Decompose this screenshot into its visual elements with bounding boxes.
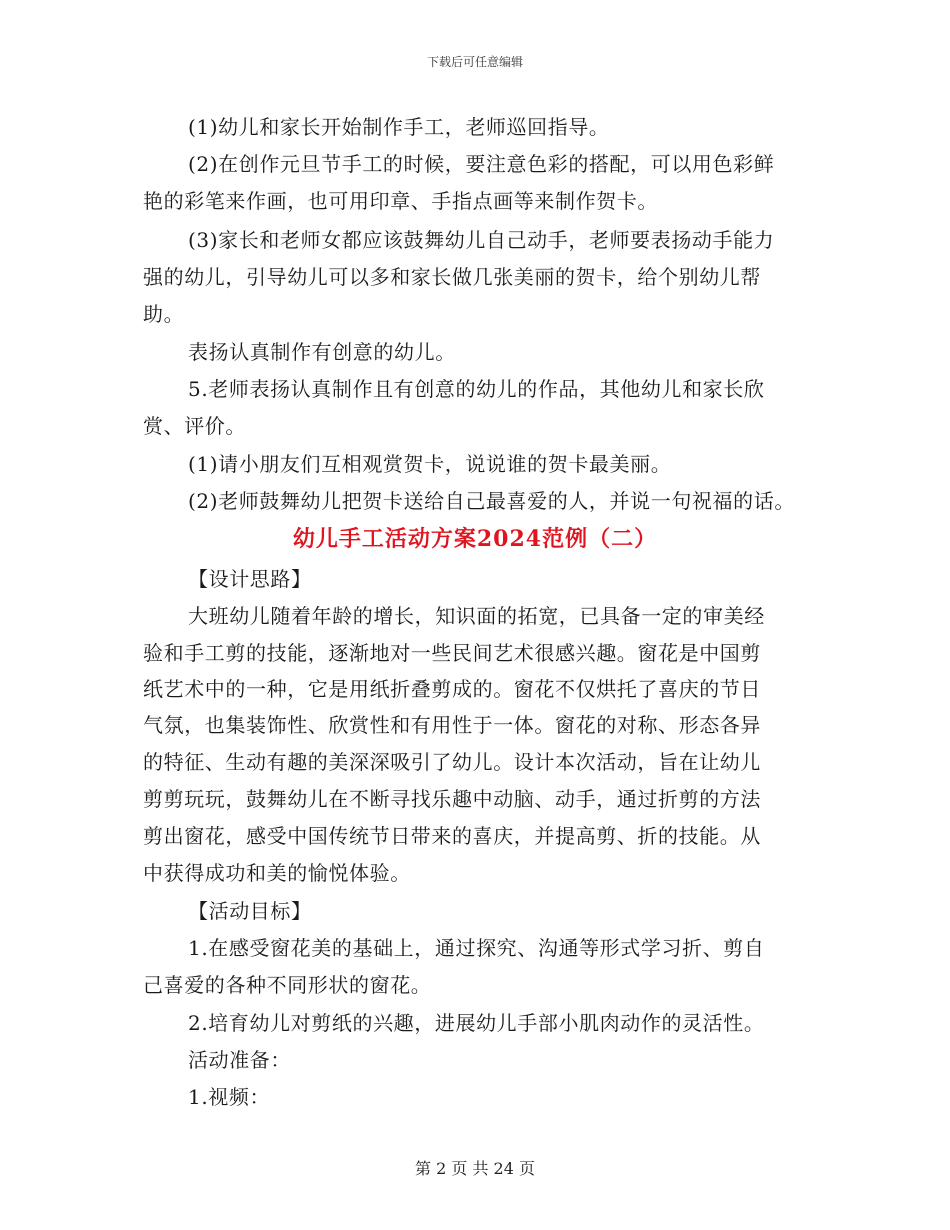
paragraph-line: (2)老师鼓舞幼儿把贺卡送给自己最喜爱的人，并说一句祝福的话。 xyxy=(188,489,795,513)
paragraph-line: 中获得成功和美的愉悦体验。 xyxy=(143,861,411,885)
paragraph-line: 强的幼儿，引导幼儿可以多和家长做几张美丽的贺卡，给个别幼儿帮 xyxy=(143,265,761,289)
paragraph-line: 验和手工剪的技能，逐渐地对一些民间艺术很感兴趣。窗花是中国剪 xyxy=(143,641,761,665)
paragraph-line: 剪出窗花，感受中国传统节日带来的喜庆，并提高剪、折的技能。从 xyxy=(143,824,761,848)
paragraph-line: 纸艺术中的一种，它是用纸折叠剪成的。窗花不仅烘托了喜庆的节日 xyxy=(143,677,761,701)
paragraph-line: (1)幼儿和家长开始制作手工，老师巡回指导。 xyxy=(188,115,610,139)
paragraph-line: 活动准备： xyxy=(188,1048,291,1072)
page-number-footer: 第 2 页 共 24 页 xyxy=(415,1159,535,1178)
paragraph-line: 2.培育幼儿对剪纸的兴趣，进展幼儿手部小肌肉动作的灵活性。 xyxy=(188,1011,765,1035)
paragraph-line: 艳的彩笔来作画，也可用印章、手指点画等来制作贺卡。 xyxy=(143,189,658,213)
paragraph-line: (2)在创作元旦节手工的时候，要注意色彩的搭配，可以用色彩鲜 xyxy=(188,152,775,176)
paragraph-line: (1)请小朋友们互相观赏贺卡，说说谁的贺卡最美丽。 xyxy=(188,452,672,476)
paragraph-line: 己喜爱的各种不同形状的窗花。 xyxy=(143,973,432,997)
paragraph-line: 1.在感受窗花美的基础上，通过探究、沟通等形式学习折、剪自 xyxy=(188,936,765,960)
paragraph-line: 的特征、生动有趣的美深深吸引了幼儿。设计本次活动，旨在让幼儿 xyxy=(143,750,761,774)
paragraph-line: 5.老师表扬认真制作且有创意的幼儿的作品，其他幼儿和家长欣 xyxy=(188,377,765,401)
paragraph-line: 赏、评价。 xyxy=(143,414,246,438)
paragraph-line: 1.视频： xyxy=(188,1085,271,1109)
section-heading: 【设计思路】 xyxy=(188,567,312,591)
paragraph-line: 大班幼儿随着年龄的增长，知识面的拓宽，已具备一定的审美经 xyxy=(188,604,765,628)
paragraph-line: 气氛，也集装饰性、欣赏性和有用性于一体。窗花的对称、形态各异 xyxy=(143,713,761,737)
section-heading: 【活动目标】 xyxy=(188,899,312,923)
section-title: 幼儿手工活动方案2024范例（二） xyxy=(292,526,658,552)
page-header-note: 下载后可任意编辑 xyxy=(426,55,523,69)
paragraph-line: 助。 xyxy=(143,302,185,326)
paragraph-line: (3)家长和老师女都应该鼓舞幼儿自己动手，老师要表扬动手能力 xyxy=(188,228,775,252)
paragraph-line: 表扬认真制作有创意的幼儿。 xyxy=(188,340,456,364)
paragraph-line: 剪剪玩玩，鼓舞幼儿在不断寻找乐趣中动脑、动手，通过折剪的方法 xyxy=(143,787,761,811)
